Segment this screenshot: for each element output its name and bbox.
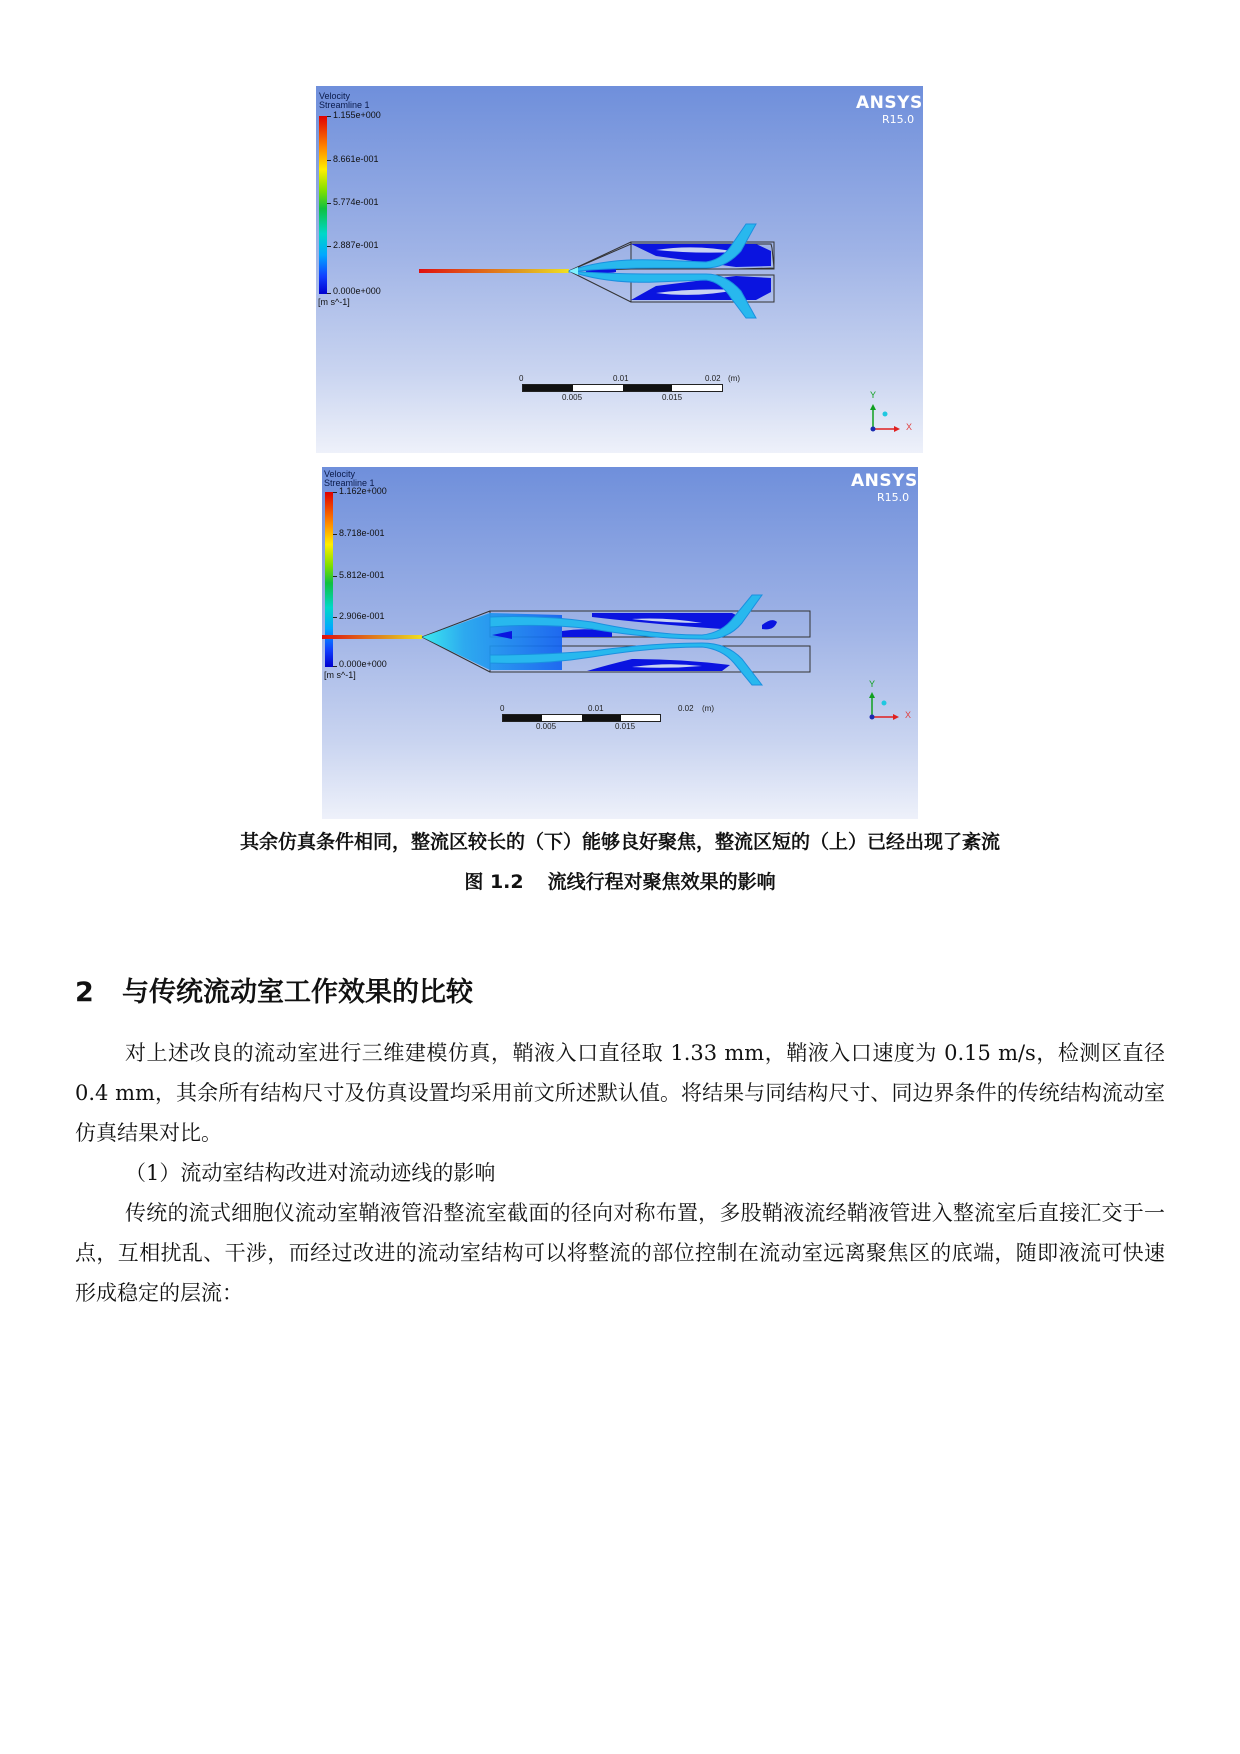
simulation-figure-top <box>316 86 923 453</box>
ansys-logo: ANSYS <box>851 471 918 491</box>
axis-label-x: X <box>905 710 912 720</box>
scale-label: 0.01 <box>588 704 604 713</box>
section-heading <box>75 970 473 1009</box>
scale-unit: (m) <box>728 374 740 383</box>
legend-label: 5.774e-001 <box>333 197 379 207</box>
legend-label: 8.661e-001 <box>333 154 379 164</box>
scale-bar <box>502 714 661 722</box>
scale-unit: (m) <box>702 704 714 713</box>
legend-title-line1: Velocity <box>324 469 356 479</box>
simulation-figure-bottom <box>322 467 918 819</box>
axis-label-x: X <box>906 422 913 432</box>
scale-label: 0.01 <box>613 374 629 383</box>
ansys-logo: ANSYS <box>856 93 923 113</box>
streamline-plot <box>316 86 923 453</box>
scale-bar <box>522 384 723 392</box>
scale-label: 0 <box>500 704 505 713</box>
paragraph: 传统的流式细胞仪流动室鞘液管沿整流室截面的径向对称布置，多股鞘液流经鞘液管进入整流室后直接汇交于一点，互相扰乱、干涉，而经过改进的流动室结构可以将整流的部位控制在流动室远离聚焦区的底端，随即液流可快速形成稳定的层流： <box>75 1201 1165 1305</box>
scale-label: 0.015 <box>662 393 683 402</box>
axis-label-y: Y <box>870 390 877 400</box>
legend-label: 2.906e-001 <box>339 611 385 621</box>
figure-caption <box>0 867 1240 894</box>
legend-label-max: 1.155e+000 <box>333 110 381 120</box>
section-title: 与传统流动室工作效果的比较 <box>122 977 473 1008</box>
figure-title: 流线行程对聚焦效果的影响 <box>547 871 776 893</box>
ansys-version: R15.0 <box>877 491 910 504</box>
scale-label: 0.02 <box>678 704 694 713</box>
subheading: （1）流动室结构改进对流动迹线的影响 <box>125 1161 496 1185</box>
legend-label: 2.887e-001 <box>333 240 379 250</box>
scale-label: 0.02 <box>705 374 721 383</box>
scale-label: 0 <box>519 374 524 383</box>
legend-title-line2: Streamline 1 <box>319 100 370 110</box>
legend-label: 8.718e-001 <box>339 528 385 538</box>
streamline-plot <box>322 467 918 819</box>
legend-label-min: 0.000e+000 <box>339 659 387 669</box>
scale-label: 0.015 <box>615 722 636 731</box>
paragraph: 对上述改良的流动室进行三维建模仿真，鞘液入口直径取 1.33 mm，鞘液入口速度为 0.15 m/s，检测区直径 0.4 mm，其余所有结构尺寸及仿真设置均采用前文所述默认值。将结果与同结构尺寸、同边界条件的传统结构流动室仿真结果对比。 <box>75 1041 1165 1145</box>
legend-unit: [m s^-1] <box>318 297 350 307</box>
figure-note: 其余仿真条件相同，整流区较长的（下）能够良好聚焦，整流区短的（上）已经出现了紊流 <box>239 831 1000 853</box>
scale-label: 0.005 <box>536 722 557 731</box>
section-number: 2 <box>75 977 94 1008</box>
legend-label-min: 0.000e+000 <box>333 286 381 296</box>
body-text <box>75 1033 1165 1313</box>
legend-title-line1: Velocity <box>319 91 351 101</box>
axis-label-y: Y <box>869 679 876 689</box>
ansys-version: R15.0 <box>882 113 915 126</box>
legend-label: 5.812e-001 <box>339 570 385 580</box>
legend-unit: [m s^-1] <box>324 670 356 680</box>
legend-title-line2: Streamline 1 <box>324 478 375 488</box>
scale-label: 0.005 <box>562 393 583 402</box>
figure-label: 图 1.2 <box>464 871 524 893</box>
legend-label-max: 1.162e+000 <box>339 486 387 496</box>
